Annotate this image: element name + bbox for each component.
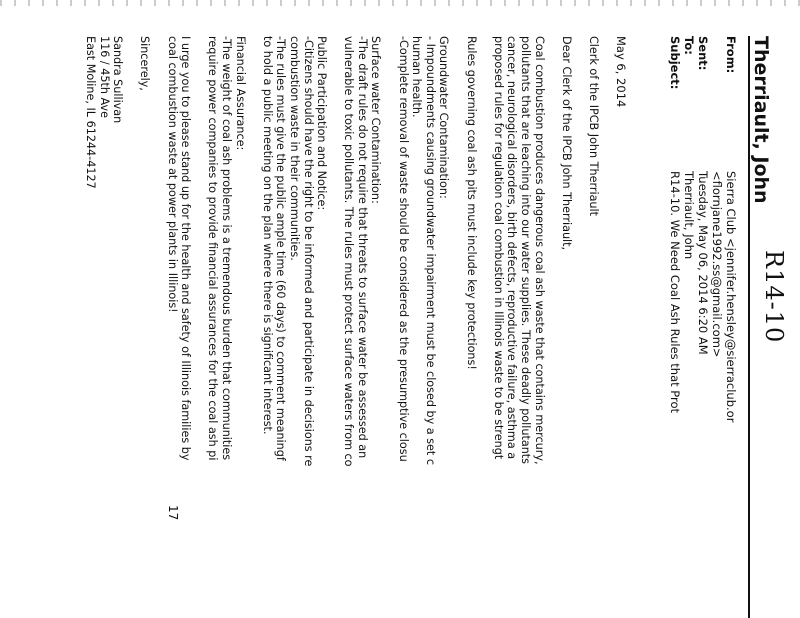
text-line: I urge you to please stand up for the health and safety of Illinois families by bbox=[179, 36, 193, 461]
text-line: require power companies to provide financial assurances for the coal ash pi bbox=[206, 36, 220, 461]
text-line: pollutants that are leaching into our water supplies. These deadly pollutants bbox=[519, 36, 533, 464]
email-title: Therriault, John bbox=[750, 36, 772, 204]
text-line: coal combustion waste at power plants in Illinois! bbox=[165, 36, 179, 313]
header-label: To: bbox=[682, 36, 696, 55]
text-line: Coal combustion produces dangerous coal ash waste that contains mercury, bbox=[532, 36, 546, 465]
text-line: Groundwater Contamination: bbox=[437, 36, 451, 199]
title-divider bbox=[748, 36, 750, 618]
letter-date: May 6, 2014 bbox=[614, 36, 628, 108]
text-line: -The weight of coal ash problems is a tremendous burden that communities bbox=[219, 36, 233, 461]
header-value: Therriault, John bbox=[682, 171, 696, 260]
rules-line: Rules governing coal ash pits must include key protections! bbox=[464, 36, 478, 370]
text-line: - Impoundments causing groundwater impairment must be closed by a set c bbox=[423, 36, 437, 466]
header-label: From: bbox=[724, 36, 738, 74]
signature-name: Sandra Sullivan bbox=[111, 36, 125, 124]
text-line: vulnerable to toxic pollutants. The rules must protect surface waters from co bbox=[342, 36, 356, 467]
text-line: cancer, neurological disorders, birth defects, reproductive failure, asthma a bbox=[505, 36, 519, 460]
salutation: Dear Clerk of the IPCB John Therriault, bbox=[559, 36, 573, 251]
signature-address: 116 / 45th Ave bbox=[97, 36, 111, 119]
groundwater-section bbox=[396, 36, 450, 618]
text-line: -Complete removal of waste should be considered as the presumptive closu bbox=[396, 36, 410, 462]
text-line: Financial Assurance: bbox=[233, 36, 247, 151]
header-label: Subject: bbox=[668, 36, 682, 90]
text-line: -The draft rules do not require that threats to surface water be assessed an bbox=[355, 36, 369, 459]
page-number: 17 bbox=[166, 505, 180, 521]
letter-body bbox=[83, 36, 600, 618]
text-line: combustion waste in their communities. bbox=[287, 36, 301, 261]
public-participation-section bbox=[260, 36, 328, 618]
header-value: R14-10. We Need Coal Ash Rules that Prot bbox=[668, 171, 682, 414]
signoff: Sincerely, bbox=[138, 36, 152, 91]
financial-assurance-section bbox=[206, 36, 247, 618]
text-line: human health. bbox=[410, 36, 424, 118]
surface-water-section bbox=[342, 36, 383, 618]
text-line: -Citizens should have the right to be informed and participate in decisions re bbox=[301, 36, 315, 467]
signature-block bbox=[83, 36, 124, 618]
closing-paragraph bbox=[165, 36, 192, 618]
recipient-line: Clerk of the IPCB John Therriault bbox=[587, 36, 600, 217]
signature-city: East Moline, IL 61244-4127 bbox=[84, 36, 98, 189]
text-line: to hold a public meeting on the plan where there is significant interest. bbox=[260, 36, 274, 435]
text-line: Surface water Contamination: bbox=[369, 36, 383, 204]
text-line: Public Participation and Notice: bbox=[315, 36, 329, 211]
header-value: <flornjane1992.ss@gmail.com> bbox=[710, 171, 724, 358]
document-number: R14-10 bbox=[760, 250, 788, 344]
scan-edge-marks bbox=[0, 0, 800, 6]
intro-paragraph bbox=[491, 36, 545, 618]
text-line: -The rules must give the public ample time (60 days) to comment meaningf bbox=[274, 36, 288, 461]
text-line: proposed rules for regulation coal combustion in Illinois waste to be strengt bbox=[491, 36, 505, 460]
header-value: Tuesday, May 06, 2014 6:20 AM bbox=[696, 171, 710, 355]
header-label: Sent: bbox=[696, 36, 710, 71]
header-value: Sierra Club <jennifer.hensley@sierraclub.or bbox=[724, 171, 738, 423]
